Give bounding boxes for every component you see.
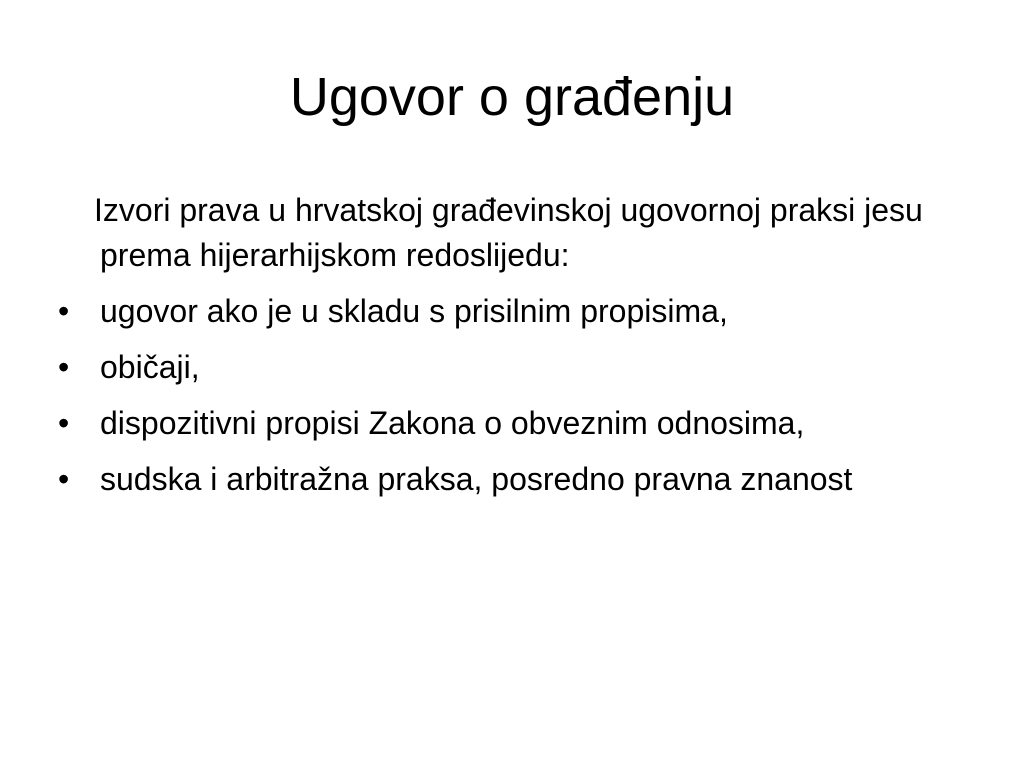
bullet-icon: • [58, 349, 70, 385]
bullet-icon: • [58, 293, 70, 329]
slide-title: Ugovor o građenju [289, 67, 735, 127]
list-item-text: sudska i arbitražna praksa, posredno pravna znanost [100, 461, 853, 497]
slide-body [50, 188, 980, 513]
list-item-text: ugovor ako je u skladu s prisilnim propisima, [100, 293, 728, 329]
list-item [50, 457, 980, 502]
list-item [50, 401, 980, 446]
list-item-text: običaji, [100, 349, 200, 385]
list-item [50, 289, 980, 334]
bullet-icon: • [58, 405, 70, 441]
bullet-list [50, 289, 980, 502]
list-item [50, 345, 980, 390]
bullet-icon: • [58, 461, 70, 497]
list-item-text: dispozitivni propisi Zakona o obveznim odnosima, [100, 405, 805, 441]
intro-paragraph: Izvori prava u hrvatskoj građevinskoj ugovornoj praksi jesu prema hijerarhijskom redoslijedu: [94, 192, 923, 273]
